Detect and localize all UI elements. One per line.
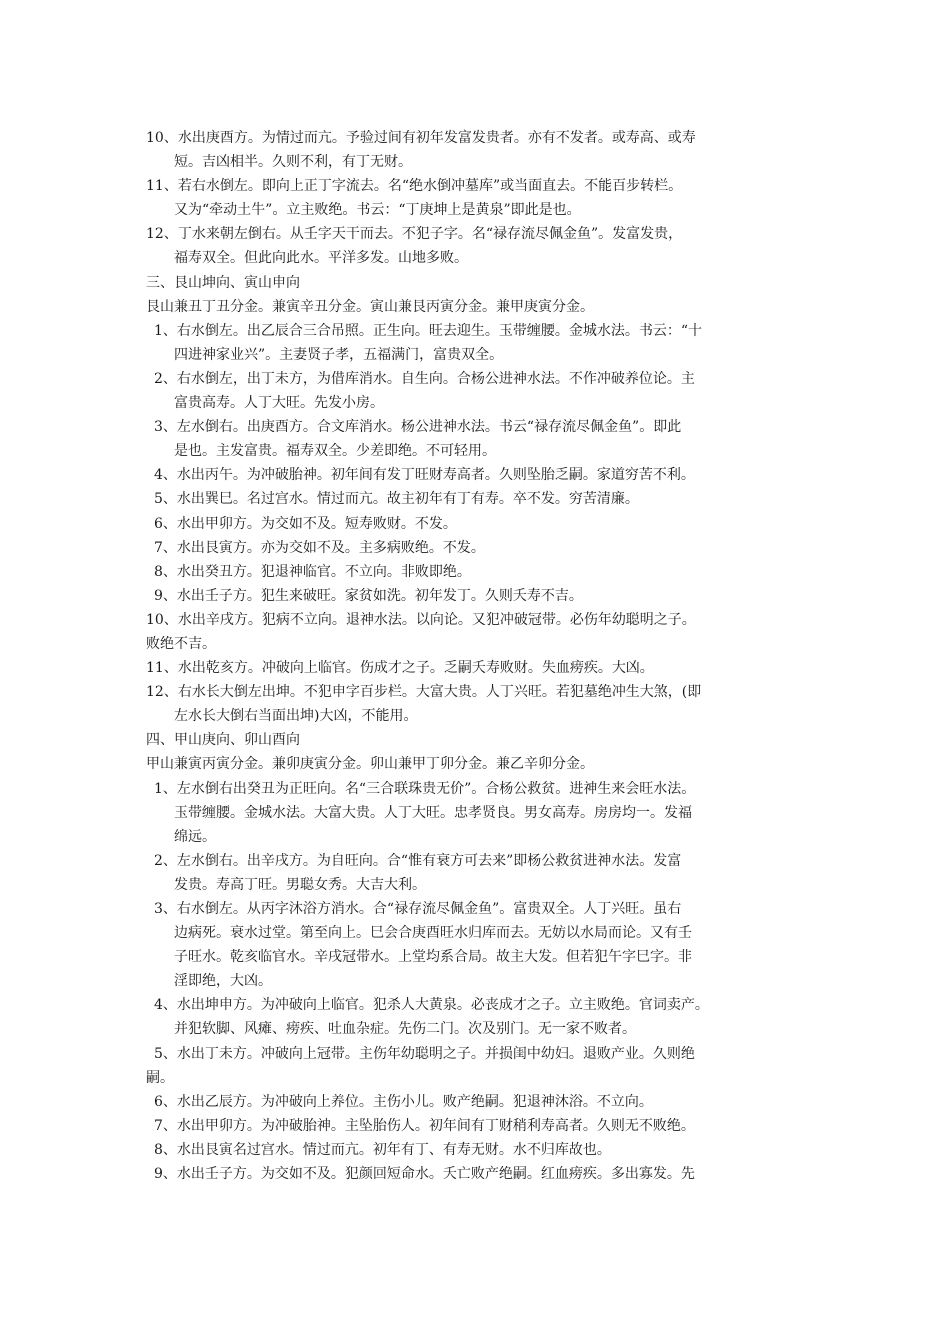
text-line: 短。吉凶相半。久则不利，有丁无财。: [174, 154, 412, 171]
text-line: 绵远。: [174, 828, 216, 845]
text-line: 7、水出甲卯方。为冲破胎神。主坠胎伤人。初年间有丁财稍利寿高者。久则无不败绝。: [154, 1117, 695, 1134]
text-line: 嗣。: [146, 1069, 174, 1086]
text-line: 艮山兼丑丁丑分金。兼寅辛丑分金。寅山兼艮丙寅分金。兼甲庚寅分金。: [146, 298, 594, 315]
text-line: 11、若右水倒左。即向上正丁字流去。名“绝水倒冲墓库”或当面直去。不能百步转栏。: [146, 178, 683, 195]
text-line: 2、右水倒左，出丁未方，为借库消水。自生向。合杨公进神水法。不作冲破养位论。主: [154, 370, 695, 387]
text-line: 是也。主发富贵。福寿双全。少差即绝。不可轻用。: [174, 443, 496, 460]
text-line: 12、右水长大倒左出坤。不犯申字百步栏。大富大贵。人丁兴旺。若犯墓绝冲生大煞，(即: [146, 684, 702, 701]
text-line: 9、水出壬子方。犯生来破旺。家贫如洗。初年发丁。久则夭寿不吉。: [154, 587, 583, 604]
text-line: 淫即绝，大凶。: [174, 973, 272, 990]
text-line: 子旺水。乾亥临官水。辛戌冠带水。上堂均系合局。故主大发。但若犯午字巳字。非: [174, 949, 692, 966]
text-line: 又为“牵动土牛”。立主败绝。书云：“丁庚坤上是黄泉”即此是也。: [174, 202, 581, 219]
text-line: 四进神家业兴”。主妻贤子孝，五福满门，富贵双全。: [174, 346, 504, 363]
text-line: 富贵高寿。人丁大旺。先发小房。: [174, 395, 384, 412]
text-line: 6、水出乙辰方。为冲破向上养位。主伤小儿。败产绝嗣。犯退神沐浴。不立向。: [154, 1093, 653, 1110]
text-line: 四、甲山庚向、卯山酉向: [146, 732, 300, 749]
text-line: 5、水出巽巳。名过宫水。情过而亢。故主初年有丁有寿。卒不发。穷苦清廉。: [154, 491, 639, 508]
text-line: 败绝不吉。: [146, 635, 216, 652]
text-line: 三、艮山坤向、寅山申向: [146, 274, 300, 291]
text-line: 1、左水倒右出癸丑为正旺向。名“三合联珠贵无价”。合杨公救贫。进神生来会旺水法。: [154, 780, 696, 797]
text-line: 10、水出庚酉方。为情过而亢。予验过间有初年发富发贵者。亦有不发者。或寿高、或寿: [146, 130, 696, 146]
text-line: 11、水出乾亥方。冲破向上临官。伤成才之子。乏嗣夭寿败财。失血痨疾。大凶。: [146, 660, 654, 677]
text-line: 甲山兼寅丙寅分金。兼卯庚寅分金。卯山兼甲丁卯分金。兼乙辛卯分金。: [146, 756, 594, 773]
text-line: 左水长大倒右当面出坤)大凶，不能用。: [174, 708, 418, 725]
text-line: 并犯软脚、风瘫、痨疾、吐血杂症。先伤二门。次及别门。无一家不败者。: [174, 1021, 636, 1038]
text-line: 8、水出艮寅名过宫水。情过而亢。初年有丁、有寿无财。水不归库故也。: [154, 1141, 611, 1158]
document-body: [146, 126, 806, 1186]
text-line: 9、水出壬子方。为交如不及。犯颜回短命水。夭亡败产绝嗣。红血痨疾。多出寡发。先: [154, 1166, 695, 1183]
text-line: 边病死。衰水过堂。第至向上。巳会合庚酉旺水归库而去。无妨以水局而论。又有壬: [174, 925, 692, 942]
text-line: 3、左水倒右。出庚酉方。合文库消水。杨公进神水法。书云“禄存流尽佩金鱼”。即此: [154, 419, 682, 436]
text-line: 7、水出艮寅方。亦为交如不及。主多病败绝。不发。: [154, 539, 485, 556]
text-line: 4、水出坤申方。为冲破向上临官。犯杀人大黄泉。必丧成才之子。立主败绝。官词卖产。: [154, 997, 709, 1014]
text-line: 10、水出辛戌方。犯病不立向。退神水法。以向论。又犯冲破冠带。必伤年幼聪明之子。: [146, 611, 696, 628]
text-line: 玉带缠腰。金城水法。大富大贵。人丁大旺。忠孝贤良。男女高寿。房房均一。发福: [174, 804, 692, 821]
text-line: 12、丁水来朝左倒右。从壬字天干而去。不犯子字。名“禄存流尽佩金鱼”。发富发贵，: [146, 226, 683, 243]
text-line: 4、水出丙午。为冲破胎神。初年间有发丁旺财寿高者。久则坠胎乏嗣。家道穷苦不利。: [154, 467, 695, 484]
text-line: 1、右水倒左。出乙辰合三合吊照。正生向。旺去迎生。玉带缠腰。金城水法。书云：“十: [154, 322, 703, 339]
text-line: 福寿双全。但此向此水。平洋多发。山地多败。: [174, 250, 468, 267]
text-line: 5、水出丁未方。冲破向上冠带。主伤年幼聪明之子。并损闺中幼妇。退败产业。久则绝: [154, 1045, 695, 1062]
text-line: 6、水出甲卯方。为交如不及。短寿败财。不发。: [154, 515, 457, 532]
text-line: 发贵。寿高丁旺。男聪女秀。大吉大利。: [174, 876, 426, 893]
text-line: 8、水出癸丑方。犯退神临官。不立向。非败即绝。: [154, 563, 471, 580]
text-line: 3、右水倒左。从丙字沐浴方消水。合“禄存流尽佩金鱼”。富贵双全。人丁兴旺。虽右: [154, 901, 682, 917]
text-line: 2、左水倒右。出辛戌方。为自旺向。合“惟有衰方可去来”即杨公救贫进神水法。发富: [154, 852, 682, 869]
